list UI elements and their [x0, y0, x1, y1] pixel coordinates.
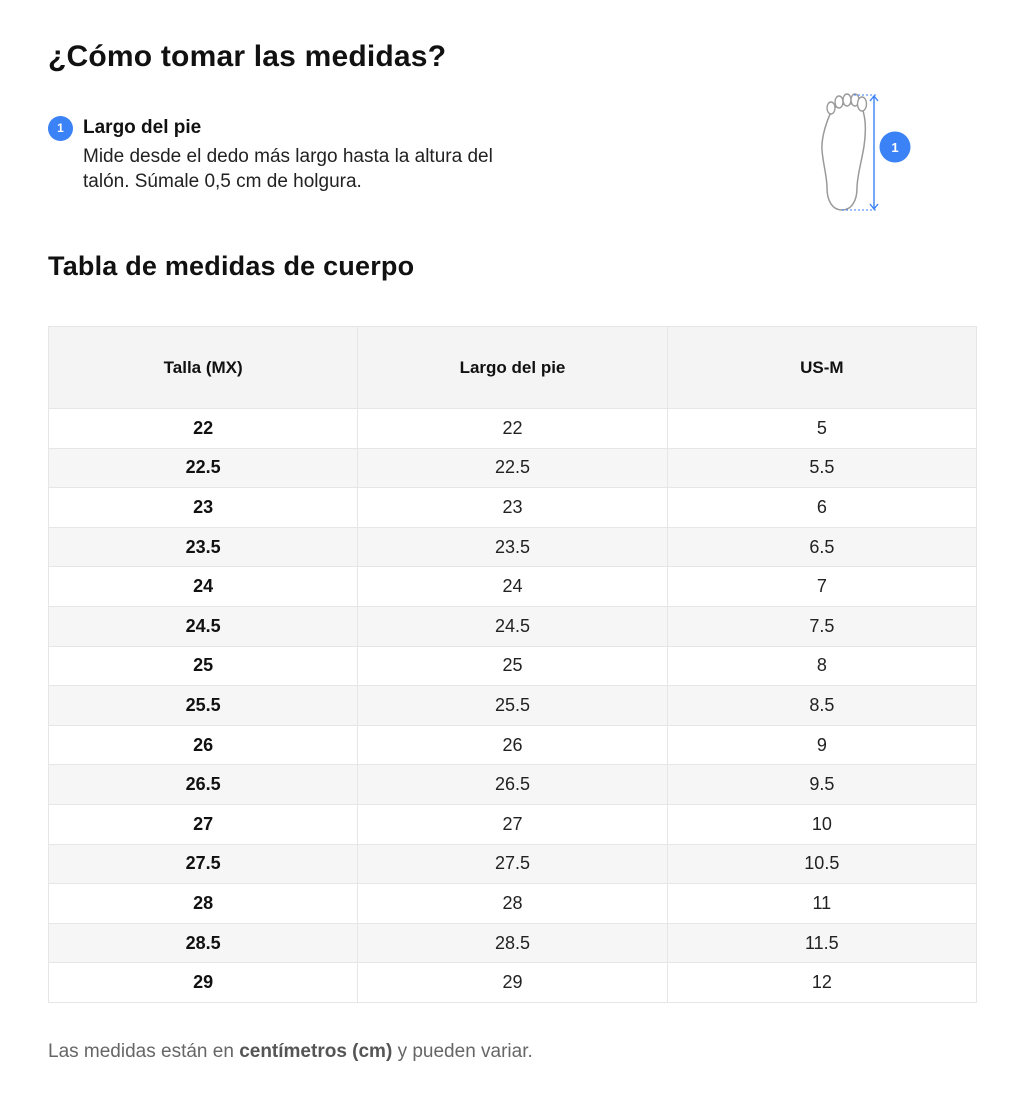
size-table-title: Tabla de medidas de cuerpo — [48, 251, 415, 281]
footnote-units-emphasis: centímetros (cm) — [239, 1041, 393, 1062]
us-m-cell: 7.5 — [667, 606, 976, 646]
step-description: Mide desde el dedo más largo hasta la altura del talón. Súmale 0,5 cm de holgura. — [83, 146, 493, 192]
step-title: Largo del pie — [83, 117, 202, 138]
us-m-cell: 9.5 — [667, 765, 976, 805]
table-row — [49, 963, 977, 1003]
us-m-cell: 6 — [667, 488, 976, 528]
toe-5 — [858, 97, 867, 111]
footnote-suffix: y pueden variar. — [392, 1041, 533, 1062]
foot-length-cell: 27.5 — [358, 844, 667, 884]
size-mx-cell: 29 — [49, 963, 358, 1003]
foot-length-cell: 24.5 — [358, 606, 667, 646]
measurement-marker-number: 1 — [891, 140, 899, 155]
step-number-badge: 1 — [48, 116, 73, 141]
table-row — [49, 567, 977, 607]
us-m-cell: 6.5 — [667, 527, 976, 567]
foot-measurement-icon — [812, 88, 916, 218]
size-mx-cell: 26.5 — [49, 765, 358, 805]
foot-length-cell: 25.5 — [358, 686, 667, 726]
table-row — [49, 725, 977, 765]
size-mx-cell: 23 — [49, 488, 358, 528]
size-mx-cell: 28.5 — [49, 923, 358, 963]
table-row — [49, 488, 977, 528]
size-mx-cell: 24.5 — [49, 606, 358, 646]
foot-length-cell: 26.5 — [358, 765, 667, 805]
us-m-cell: 8.5 — [667, 686, 976, 726]
foot-length-cell: 23.5 — [358, 527, 667, 567]
table-row — [49, 765, 977, 805]
column-header-foot-length: Largo del pie — [358, 327, 667, 409]
table-row — [49, 923, 977, 963]
size-mx-cell: 27 — [49, 804, 358, 844]
toe-2 — [835, 96, 843, 108]
foot-length-cell: 25 — [358, 646, 667, 686]
us-m-cell: 11 — [667, 884, 976, 924]
us-m-cell: 5 — [667, 409, 976, 449]
size-mx-cell: 23.5 — [49, 527, 358, 567]
table-row — [49, 409, 977, 449]
size-mx-cell: 25 — [49, 646, 358, 686]
toe-3 — [843, 94, 851, 106]
table-header-row — [49, 327, 977, 409]
foot-length-cell: 22 — [358, 409, 667, 449]
table-row — [49, 448, 977, 488]
size-mx-cell: 22.5 — [49, 448, 358, 488]
size-mx-cell: 26 — [49, 725, 358, 765]
foot-length-cell: 26 — [358, 725, 667, 765]
size-mx-cell: 27.5 — [49, 844, 358, 884]
us-m-cell: 5.5 — [667, 448, 976, 488]
size-table-container — [48, 326, 977, 1003]
us-m-cell: 7 — [667, 567, 976, 607]
table-row — [49, 606, 977, 646]
us-m-cell: 10.5 — [667, 844, 976, 884]
column-header-size-mx: Talla (MX) — [49, 327, 358, 409]
footnote-prefix: Las medidas están en — [48, 1041, 240, 1062]
foot-illustration-svg — [812, 88, 916, 218]
us-m-cell: 9 — [667, 725, 976, 765]
table-row — [49, 527, 977, 567]
foot-length-cell: 24 — [358, 567, 667, 607]
foot-length-cell: 28 — [358, 884, 667, 924]
us-m-cell: 12 — [667, 963, 976, 1003]
table-row — [49, 844, 977, 884]
size-mx-cell: 24 — [49, 567, 358, 607]
foot-length-cell: 29 — [358, 963, 667, 1003]
foot-length-cell: 22.5 — [358, 448, 667, 488]
size-mx-cell: 22 — [49, 409, 358, 449]
page-title: ¿Cómo tomar las medidas? — [48, 40, 447, 73]
column-header-us-m: US-M — [667, 327, 976, 409]
foot-outline-icon — [822, 104, 865, 210]
toe-1 — [827, 102, 835, 114]
size-mx-cell: 28 — [49, 884, 358, 924]
size-table — [48, 326, 977, 1003]
us-m-cell: 8 — [667, 646, 976, 686]
table-row — [49, 884, 977, 924]
table-row — [49, 646, 977, 686]
foot-length-cell: 27 — [358, 804, 667, 844]
us-m-cell: 11.5 — [667, 923, 976, 963]
foot-length-cell: 28.5 — [358, 923, 667, 963]
units-footnote — [48, 1041, 533, 1063]
us-m-cell: 10 — [667, 804, 976, 844]
size-mx-cell: 25.5 — [49, 686, 358, 726]
table-row — [49, 804, 977, 844]
foot-length-cell: 23 — [358, 488, 667, 528]
table-row — [49, 686, 977, 726]
